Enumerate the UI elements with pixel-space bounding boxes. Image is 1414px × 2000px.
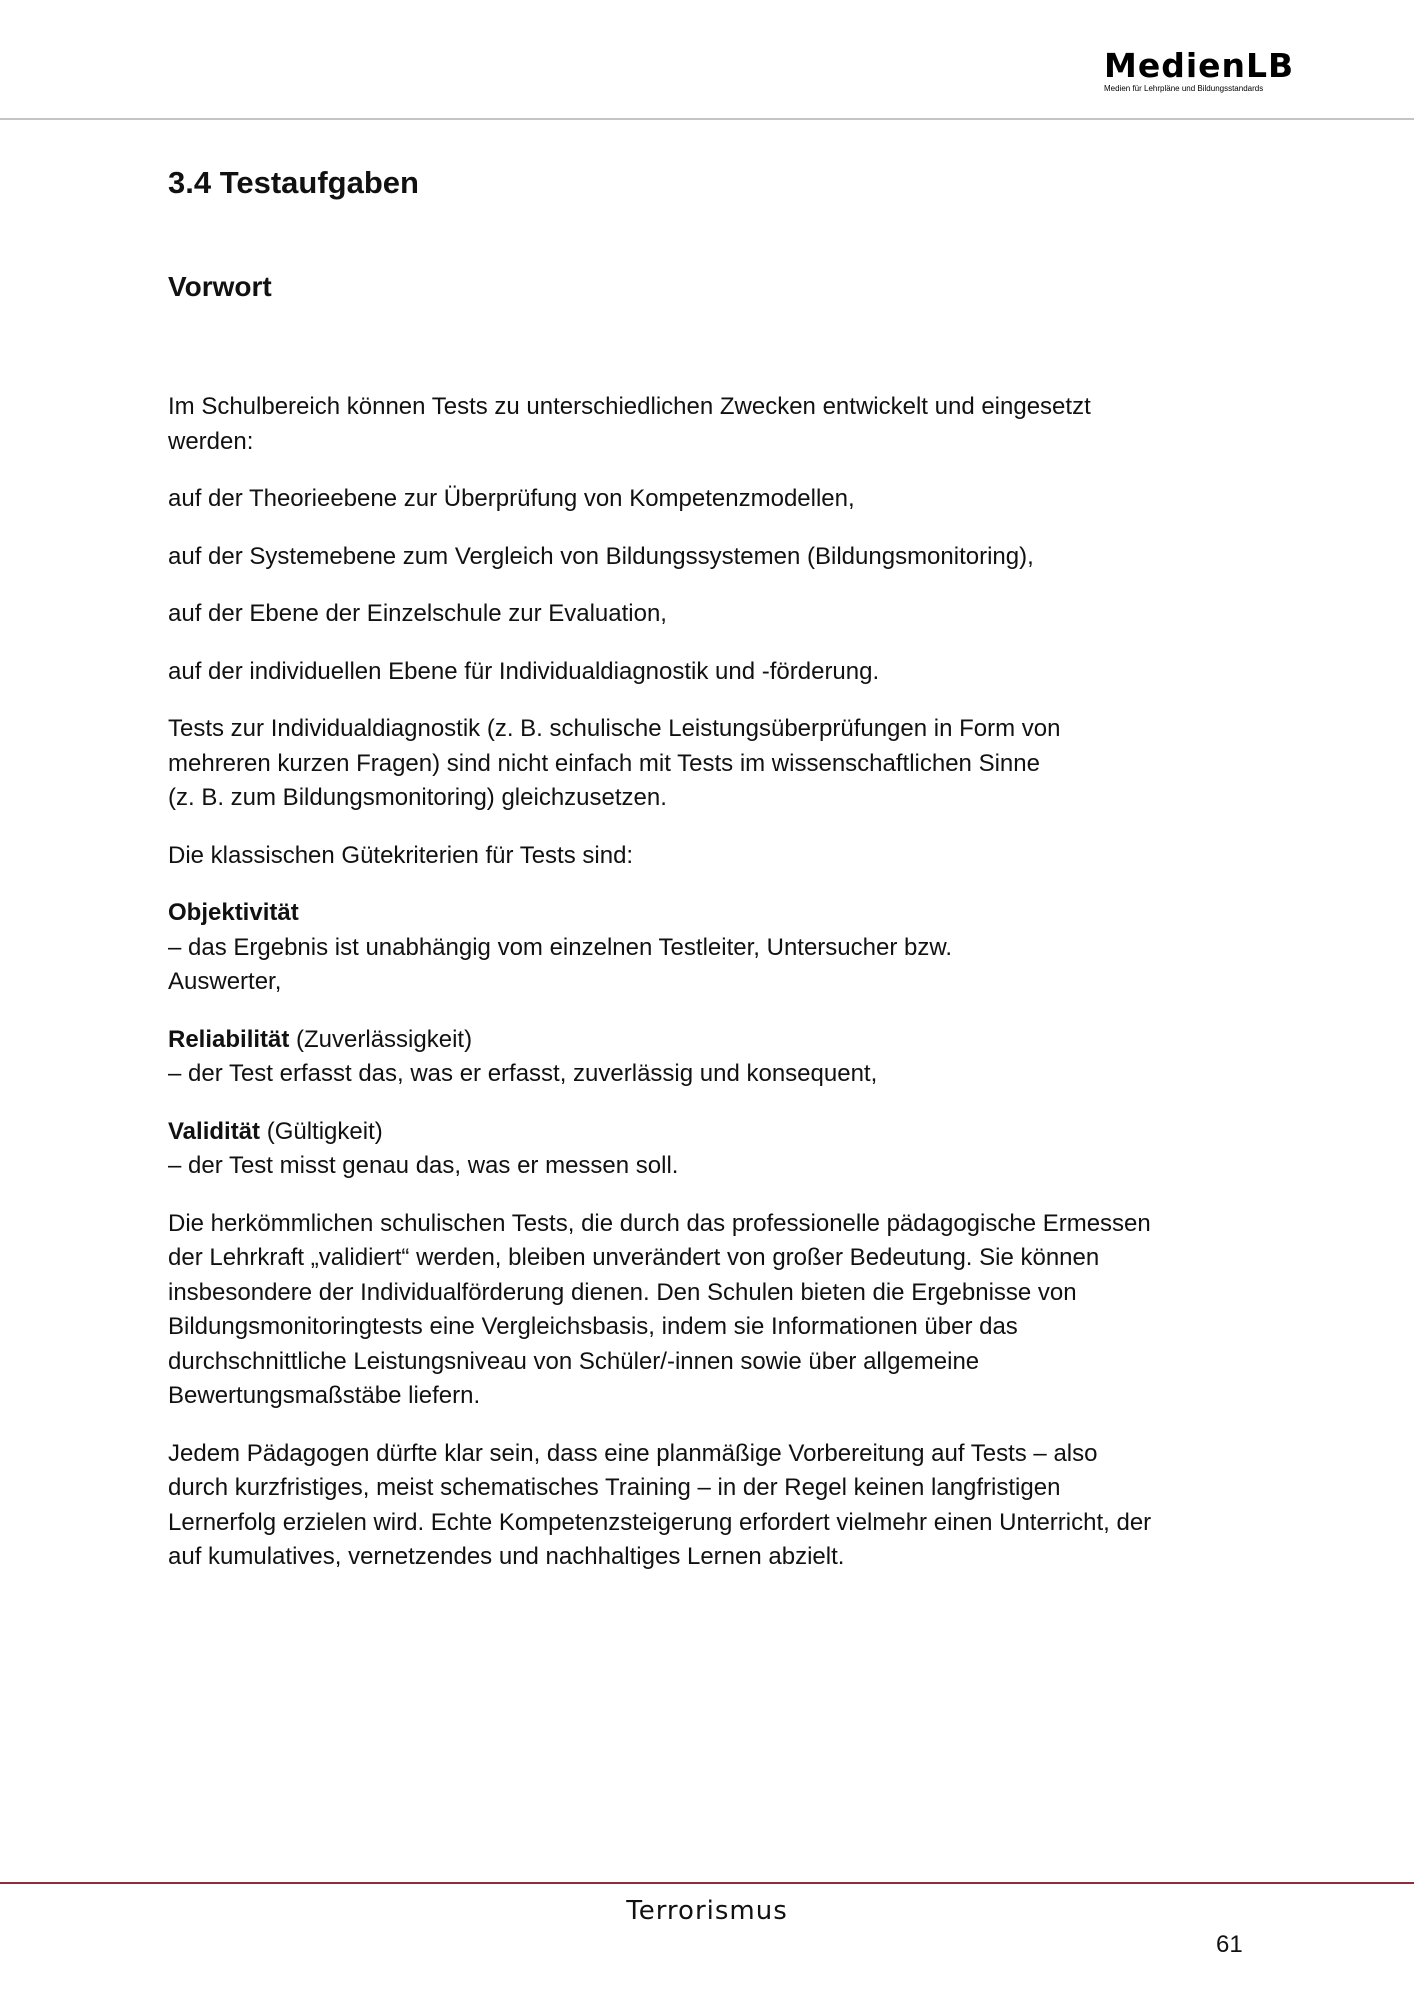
text-line: durch kurzfristiges, meist schematisches Training – in der Regel keinen langfristigen xyxy=(168,1474,1061,1501)
criterion-objectivity xyxy=(168,896,1248,1000)
text-line: Die herkömmlichen schulischen Tests, die durch das professionelle pädagogische Ermessen xyxy=(168,1209,1151,1237)
section-title: 3.4 Testaufgaben xyxy=(168,165,419,200)
test-preparation-paragraph xyxy=(168,1437,1248,1575)
criterion-line: – der Test erfasst das, was er erfasst, zuverlässig und konsequent, xyxy=(168,1060,878,1087)
criterion-term: Objektivität xyxy=(168,899,299,926)
logo-tagline: Medien für Lehrpläne und Bildungsstandards xyxy=(1104,84,1264,93)
criterion-term: Reliabilität xyxy=(168,1025,290,1053)
page-number: 61 xyxy=(1216,1931,1243,1958)
text-line: mehreren kurzen Fragen) sind nicht einfach mit Tests im wissenschaftlichen Sinne xyxy=(168,749,1040,777)
level-individual: auf der individuellen Ebene für Individualdiagnostik und -förderung. xyxy=(168,657,880,685)
text-line: Lernerfolg erzielen wird. Echte Kompetenzsteigerung erfordert vielmehr einen Unterricht, der xyxy=(168,1508,1152,1536)
body-text xyxy=(168,390,1248,1575)
criteria-intro: Die klassischen Gütekriterien für Tests sind: xyxy=(168,841,634,869)
logo-text: MedienLB xyxy=(1104,46,1295,85)
intro-paragraph xyxy=(168,390,1248,459)
medienlb-logo xyxy=(1104,48,1294,94)
page-content xyxy=(168,162,1248,1598)
text-line: der Lehrkraft „validiert“ werden, bleiben unverändert von großer Bedeutung. Sie können xyxy=(168,1244,1100,1271)
level-system: auf der Systemebene zum Vergleich von Bildungssystemen (Bildungsmonitoring), xyxy=(168,542,1034,570)
level-school: auf der Ebene der Einzelschule zur Evaluation, xyxy=(168,600,667,627)
text-line: Tests zur Individualdiagnostik (z. B. schulische Leistungsüberprüfungen in Form von xyxy=(168,715,1061,742)
criterion-validity xyxy=(168,1115,1248,1184)
criterion-note: (Zuverlässigkeit) xyxy=(289,1025,473,1053)
criterion-note: (Gültigkeit) xyxy=(260,1117,383,1145)
criterion-line: – das Ergebnis ist unabhängig vom einzelnen Testleiter, Untersucher bzw. xyxy=(168,933,953,961)
subtitle: Vorwort xyxy=(168,271,272,302)
text-line: Bewertungsmaßstäbe liefern. xyxy=(168,1382,481,1409)
text-line: (z. B. zum Bildungsmonitoring) gleichzusetzen. xyxy=(168,784,667,811)
criterion-line: Auswerter, xyxy=(168,968,282,995)
text-line: Jedem Pädagogen dürfte klar sein, dass eine planmäßige Vorbereitung auf Tests – also xyxy=(168,1439,1098,1467)
footer-divider xyxy=(0,1882,1414,1884)
text-line: auf kumulatives, vernetzendes und nachhaltiges Lernen abzielt. xyxy=(168,1543,845,1570)
criterion-reliability xyxy=(168,1023,1248,1092)
level-theory: auf der Theorieebene zur Überprüfung von Kompetenzmodellen, xyxy=(168,485,855,512)
text-line: Bildungsmonitoringtests eine Vergleichsbasis, indem sie Informationen über das xyxy=(168,1313,1018,1340)
text-line: durchschnittliche Leistungsniveau von Schüler/-innen sowie über allgemeine xyxy=(168,1347,980,1375)
traditional-tests-paragraph xyxy=(168,1207,1248,1414)
header-divider xyxy=(0,118,1414,120)
diagnostics-paragraph xyxy=(168,712,1248,816)
criterion-term: Validität xyxy=(168,1117,261,1145)
text-line: insbesondere der Individualförderung dienen. Den Schulen bieten die Ergebnisse von xyxy=(168,1278,1077,1306)
footer-title: Terrorismus xyxy=(626,1896,788,1926)
intro-line: werden: xyxy=(168,427,254,455)
criterion-line: – der Test misst genau das, was er messen soll. xyxy=(168,1152,679,1179)
intro-line: Im Schulbereich können Tests zu unterschiedlichen Zwecken entwickelt und eingesetzt xyxy=(168,393,1091,420)
